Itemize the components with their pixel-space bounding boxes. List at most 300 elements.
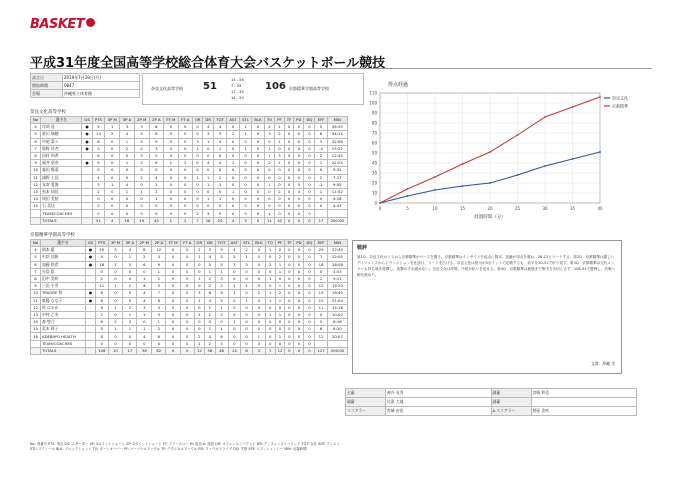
- info-value: 沖縄県立体育館: [63, 90, 140, 98]
- stat-cell: 0: [241, 340, 253, 347]
- stat-cell: 12: [315, 283, 328, 290]
- stat-cell: 0: [304, 210, 315, 217]
- stat-cell: 0: [253, 283, 265, 290]
- stat-cell: 0: [178, 167, 192, 174]
- stat-cell: 0: [180, 333, 194, 340]
- stat-cell: 0: [241, 304, 253, 311]
- stat-cell: 2: [108, 319, 123, 326]
- data-point: [599, 96, 601, 98]
- stat-cell: 0: [120, 210, 134, 217]
- stat-cell: 2: [123, 304, 137, 311]
- y-tick-label: 110: [369, 90, 377, 96]
- stat-cell: 32:06: [327, 138, 347, 145]
- stat-cell: 106: [96, 347, 109, 354]
- y-tick-label: 30: [371, 170, 377, 176]
- stat-cell: 0: [253, 261, 265, 268]
- player-name: 中尾 菜々: [41, 138, 82, 145]
- table-row: [31, 340, 348, 347]
- stat-cell: 0: [265, 268, 275, 275]
- stat-cell: 11: [264, 217, 274, 224]
- stat-cell: 0: [228, 311, 241, 318]
- stat-cell: 9:05: [327, 181, 347, 188]
- stat-cell: 0: [108, 340, 123, 347]
- stat-cell: 0: [265, 283, 275, 290]
- info-key: 会場: [31, 90, 63, 98]
- stat-cell: 14: [228, 347, 241, 354]
- table-row: [31, 261, 348, 268]
- stat-cell: 6:20: [327, 326, 347, 333]
- stat-cell: 0: [228, 326, 241, 333]
- stat-cell: 1: [214, 181, 227, 188]
- data-point: [434, 189, 436, 191]
- stat-cell: 0: [253, 340, 265, 347]
- stat-cell: 0: [108, 275, 123, 282]
- stat-cell: 8: [315, 131, 327, 138]
- official-name: 神谷 友秀: [386, 389, 492, 398]
- stat-cell: 7: [31, 145, 41, 152]
- stat-cell: 3: [120, 124, 134, 131]
- stat-cell: 0: [304, 311, 315, 318]
- stat-cell: 1: [214, 196, 227, 203]
- stat-cell: 1: [137, 311, 152, 318]
- stat-cell: 11: [96, 283, 109, 290]
- stat-cell: 0: [304, 160, 315, 167]
- player-name: 田村 和香: [41, 152, 82, 159]
- data-point: [572, 106, 574, 108]
- stat-cell: 1: [265, 275, 275, 282]
- stat-cell: 0: [178, 174, 192, 181]
- stat-cell: 3: [123, 319, 137, 326]
- column-header: 2P A: [152, 240, 166, 247]
- stat-cell: 6:18: [327, 319, 347, 326]
- stat-cell: 12: [275, 347, 285, 354]
- stat-cell: ●: [82, 124, 92, 131]
- stat-cell: 0: [228, 268, 241, 275]
- stat-cell: 0: [120, 203, 134, 210]
- stat-cell: 0: [227, 203, 240, 210]
- stat-cell: 0: [285, 297, 294, 304]
- stat-cell: 0: [239, 167, 251, 174]
- stat-cell: 0: [294, 247, 304, 254]
- stat-cell: 1: [203, 181, 214, 188]
- stat-cell: 0: [275, 210, 285, 217]
- stat-cell: 0: [120, 167, 134, 174]
- stat-cell: [82, 152, 92, 159]
- stat-cell: 0: [214, 203, 227, 210]
- stat-cell: 3: [123, 261, 137, 268]
- team1-boxscore: [30, 116, 348, 225]
- stat-cell: [85, 347, 95, 354]
- column-header: GS: [85, 240, 95, 247]
- stat-cell: 0: [284, 124, 293, 131]
- stat-cell: 0: [180, 326, 194, 333]
- stat-cell: 0: [265, 319, 275, 326]
- stat-cell: 4: [31, 124, 41, 131]
- stat-cell: 1: [241, 283, 253, 290]
- data-point: [599, 151, 601, 153]
- table-row: [31, 333, 348, 340]
- stat-cell: 1: [275, 261, 285, 268]
- y-tick-label: 10: [371, 190, 377, 196]
- game-info-table: [30, 73, 140, 98]
- table-row: [31, 131, 348, 138]
- home-team-name: 奈良文化高等学校: [151, 86, 183, 91]
- stat-cell: 2: [228, 254, 241, 261]
- stat-cell: 0: [123, 275, 137, 282]
- stat-cell: 10: [108, 347, 123, 354]
- stat-cell: 0: [163, 152, 178, 159]
- stat-cell: 3: [134, 124, 149, 131]
- stat-cell: 2: [215, 283, 228, 290]
- basketball-icon: [86, 18, 95, 27]
- stat-cell: 0: [108, 311, 123, 318]
- official-role: A.スコアラー: [491, 407, 531, 416]
- stat-cell: 0: [285, 311, 294, 318]
- column-header: 2P M: [137, 240, 152, 247]
- stat-cell: 0: [252, 174, 265, 181]
- table-row: [31, 290, 348, 297]
- stat-cell: [82, 188, 92, 195]
- stat-cell: 1: [108, 326, 123, 333]
- stat-cell: 1: [203, 138, 214, 145]
- stat-cell: 4: [205, 254, 215, 261]
- table-row: [31, 145, 348, 152]
- stat-cell: 1: [205, 326, 215, 333]
- stat-cell: 0: [275, 275, 285, 282]
- stat-cell: 3: [134, 152, 149, 159]
- stat-cell: 0: [105, 203, 120, 210]
- stat-cell: 5: [152, 283, 166, 290]
- stat-cell: 0: [178, 131, 192, 138]
- column-header: TOT: [214, 117, 227, 124]
- stat-cell: 0: [180, 304, 194, 311]
- stat-cell: 7: [192, 217, 203, 224]
- game-report: [352, 240, 622, 374]
- stat-cell: 0: [149, 167, 163, 174]
- column-header: DR: [203, 117, 214, 124]
- stat-cell: 0: [252, 188, 265, 195]
- stat-cell: 0: [253, 275, 265, 282]
- stat-cell: 1: [120, 138, 134, 145]
- officials-row: [346, 407, 637, 416]
- stat-cell: 0: [149, 203, 163, 210]
- stat-cell: 2: [96, 311, 109, 318]
- stat-cell: 0: [304, 174, 315, 181]
- stat-cell: 2: [253, 290, 265, 297]
- stat-cell: 0: [239, 188, 251, 195]
- stat-cell: 0: [284, 203, 293, 210]
- title-divider: [30, 68, 652, 69]
- stat-cell: 1: [194, 275, 205, 282]
- stat-cell: 0: [92, 196, 104, 203]
- stat-cell: 0: [108, 254, 123, 261]
- player-name: TRAORE 牧: [40, 290, 85, 297]
- stat-cell: [82, 217, 92, 224]
- official-name: 宮城 和也: [531, 389, 637, 398]
- legend-label: 奈良文化: [612, 95, 628, 101]
- stat-cell: 1: [163, 160, 178, 167]
- player-name: 森田 陽菜: [41, 167, 82, 174]
- stat-cell: 1: [239, 124, 251, 131]
- stat-cell: 7: [152, 290, 166, 297]
- stat-cell: [327, 210, 347, 217]
- table-row: [31, 283, 348, 290]
- officials-row: [346, 389, 637, 398]
- stat-cell: 0: [108, 290, 123, 297]
- player-name: 松本 知佳: [41, 188, 82, 195]
- column-header: FT M: [166, 240, 181, 247]
- player-name: TEAM/COACHES: [41, 210, 82, 217]
- table-row: [31, 124, 348, 131]
- stat-cell: 0: [294, 188, 304, 195]
- column-header: OR: [192, 117, 203, 124]
- column-header: PD: [294, 117, 304, 124]
- stat-cell: 1: [152, 319, 166, 326]
- stat-cell: 15:22: [327, 145, 347, 152]
- stat-cell: 0: [264, 196, 274, 203]
- column-header: AST: [228, 240, 241, 247]
- stat-cell: 0: [285, 268, 294, 275]
- stat-cell: 0: [284, 160, 293, 167]
- stat-cell: 4: [203, 124, 214, 131]
- stat-cell: 0: [134, 167, 149, 174]
- stat-cell: 0: [166, 283, 181, 290]
- stat-cell: 2: [120, 145, 134, 152]
- stat-cell: 5: [215, 247, 228, 254]
- column-header: OR: [194, 240, 205, 247]
- stat-cell: [85, 304, 95, 311]
- stat-cell: 18: [203, 217, 214, 224]
- stat-cell: [85, 333, 95, 340]
- officials-table: [345, 388, 637, 416]
- stat-cell: [85, 275, 95, 282]
- stat-cell: 0: [285, 275, 294, 282]
- table-row: [31, 181, 348, 188]
- stat-cell: 0: [264, 203, 274, 210]
- stat-cell: 0: [275, 326, 285, 333]
- stat-cell: 0: [294, 319, 304, 326]
- stat-cell: 14: [92, 131, 104, 138]
- stat-cell: 2: [275, 131, 285, 138]
- player-name: 岡田 美結: [41, 196, 82, 203]
- stat-cell: 1: [275, 268, 285, 275]
- stat-cell: 0: [203, 203, 214, 210]
- stat-cell: 2: [105, 131, 120, 138]
- player-name: 所 はるか: [40, 304, 85, 311]
- stat-cell: 1: [265, 247, 275, 254]
- stat-cell: [82, 203, 92, 210]
- stat-cell: 0: [194, 261, 205, 268]
- stat-cell: 2: [275, 290, 285, 297]
- stat-cell: 0: [123, 290, 137, 297]
- stat-cell: 3: [203, 210, 214, 217]
- stat-cell: 0: [275, 145, 285, 152]
- stat-cell: 0: [192, 181, 203, 188]
- stat-cell: 0: [304, 333, 315, 340]
- data-point: [379, 202, 381, 204]
- stat-cell: 0: [192, 124, 203, 131]
- stat-cell: 0: [253, 297, 265, 304]
- stat-cell: 0: [227, 138, 240, 145]
- stat-cell: 4: [152, 304, 166, 311]
- stat-cell: 5:32: [327, 167, 347, 174]
- stat-cell: 1: [194, 297, 205, 304]
- stat-cell: 1: [194, 254, 205, 261]
- player-name: TOTALS: [40, 347, 85, 354]
- official-role: 副審: [491, 398, 531, 407]
- officials-row: [346, 398, 637, 407]
- stat-cell: 0: [163, 124, 178, 131]
- away-score: 106: [265, 81, 286, 92]
- stat-cell: 0: [163, 167, 178, 174]
- stat-cell: 15: [31, 203, 41, 210]
- stat-cell: 1: [239, 145, 251, 152]
- stat-cell: 1: [275, 297, 285, 304]
- stat-cell: 1: [108, 283, 123, 290]
- stat-cell: 0: [294, 304, 304, 311]
- stat-cell: 0: [294, 174, 304, 181]
- column-header: TOT: [215, 240, 228, 247]
- table-row: [31, 247, 348, 254]
- stat-cell: 0: [294, 311, 304, 318]
- stat-cell: 3: [149, 145, 163, 152]
- stat-cell: 1: [192, 174, 203, 181]
- table-row: [31, 275, 348, 282]
- stat-cell: 0: [265, 304, 275, 311]
- stat-cell: 5: [315, 124, 327, 131]
- stat-cell: 9: [96, 304, 109, 311]
- stat-cell: 17: [315, 217, 327, 224]
- stat-cell: 4: [205, 333, 215, 340]
- stat-cell: 0: [294, 333, 304, 340]
- player-name: 浦野 七佳: [41, 174, 82, 181]
- stat-cell: 2: [264, 124, 274, 131]
- stat-cell: 0: [294, 131, 304, 138]
- stat-cell: 0: [194, 304, 205, 311]
- stat-cell: 0: [92, 145, 104, 152]
- stat-cell: 4: [203, 160, 214, 167]
- stat-cell: 0: [166, 333, 181, 340]
- column-header: 3P M: [105, 117, 120, 124]
- column-header: 選手名: [40, 240, 85, 247]
- stat-cell: [85, 326, 95, 333]
- stat-cell: 2: [194, 333, 205, 340]
- stat-cell: 0: [108, 333, 123, 340]
- stat-cell: 0: [120, 174, 134, 181]
- stat-cell: 10:02: [327, 311, 347, 318]
- stat-cell: [31, 340, 41, 347]
- official-name: 比嘉 大地: [386, 398, 492, 407]
- abbreviation-legend: No: 背番号 PTS: 得点 GS: スターター 3P: 3ポイントシュート 2P: 2ポイントシュート FT: フリースロー M: 成功 A: 試投 OR: オフェンスリバウンド DR: ディフェンスリバウンド TOT: 合計 AST: アシスト STL: スティール BLK: ブロックショット TO: ターンオーバー PF: パーソナルファウル TF: テクニカルファウル PD: ファウルドライブ DQ: 失格 EFF: エフィシェンシー MIN: 出場時間: [30, 442, 340, 451]
- column-header: BLK: [252, 117, 265, 124]
- stat-cell: 0: [315, 167, 327, 174]
- stat-cell: 1: [134, 188, 149, 195]
- stat-cell: 1: [152, 268, 166, 275]
- stat-cell: 0: [284, 210, 293, 217]
- stat-cell: 18: [315, 261, 328, 268]
- page-title: 平成31年度全国高等学校総合体育大会バスケットボール競技: [30, 56, 386, 71]
- stat-cell: 0: [178, 152, 192, 159]
- stat-cell: 0: [294, 210, 304, 217]
- x-tick-label: 10: [432, 206, 438, 211]
- stat-cell: 0: [315, 268, 328, 275]
- y-tick-label: 60: [371, 140, 377, 146]
- stat-cell: 0: [253, 319, 265, 326]
- stat-cell: [315, 340, 328, 347]
- stat-cell: 0: [180, 297, 194, 304]
- stat-cell: 1: [275, 333, 285, 340]
- info-row: [31, 90, 140, 98]
- period-3: 17 - 35: [231, 90, 244, 94]
- stat-cell: 10: [31, 167, 41, 174]
- stat-cell: 0: [284, 174, 293, 181]
- stat-cell: 0: [241, 326, 253, 333]
- stat-cell: 5: [214, 210, 227, 217]
- stat-cell: 13: [31, 188, 41, 195]
- stat-cell: ●: [82, 145, 92, 152]
- stat-cell: 0: [137, 319, 152, 326]
- stat-cell: 0: [294, 196, 304, 203]
- column-header: DQ: [304, 117, 315, 124]
- chart-title: 得点経過: [388, 82, 409, 88]
- stat-cell: 0: [214, 167, 227, 174]
- stat-cell: 1: [264, 145, 274, 152]
- stat-cell: 0: [304, 275, 315, 282]
- stat-cell: 5: [315, 319, 328, 326]
- stat-cell: 1: [275, 124, 285, 131]
- stat-cell: 0: [166, 247, 181, 254]
- stat-cell: 0: [192, 131, 203, 138]
- stat-cell: 5: [215, 254, 228, 261]
- stat-cell: 0: [163, 131, 178, 138]
- stat-cell: 8: [31, 152, 41, 159]
- stat-cell: [85, 340, 95, 347]
- stat-cell: 2: [123, 283, 137, 290]
- stat-cell: 16: [31, 333, 41, 340]
- column-header: STL: [241, 240, 253, 247]
- stat-cell: 0: [315, 311, 328, 318]
- stat-cell: 0: [304, 326, 315, 333]
- stat-cell: 0: [275, 304, 285, 311]
- stat-cell: 12:45: [327, 152, 347, 159]
- stat-cell: ●: [85, 254, 95, 261]
- stat-cell: 0: [241, 311, 253, 318]
- stat-cell: 5: [205, 261, 215, 268]
- stat-cell: 0: [294, 254, 304, 261]
- stat-cell: 0: [180, 268, 194, 275]
- stat-cell: 48: [215, 347, 228, 354]
- stat-cell: 0: [264, 174, 274, 181]
- stat-cell: 2: [275, 247, 285, 254]
- data-point: [462, 185, 464, 187]
- y-tick-label: 20: [371, 180, 377, 186]
- table-row: [31, 319, 348, 326]
- stat-cell: 0: [123, 297, 137, 304]
- stat-cell: 6: [152, 297, 166, 304]
- stat-cell: 6: [205, 290, 215, 297]
- stat-cell: 3: [108, 247, 123, 254]
- stat-cell: [327, 340, 347, 347]
- stat-cell: 2: [134, 174, 149, 181]
- stat-cell: 0: [252, 131, 265, 138]
- stat-cell: 0: [96, 268, 109, 275]
- stat-cell: 51: [92, 217, 104, 224]
- stat-cell: 0: [120, 152, 134, 159]
- stat-cell: 0: [241, 275, 253, 282]
- stat-cell: 4: [214, 160, 227, 167]
- stat-cell: 0: [239, 174, 251, 181]
- stat-cell: 2: [192, 210, 203, 217]
